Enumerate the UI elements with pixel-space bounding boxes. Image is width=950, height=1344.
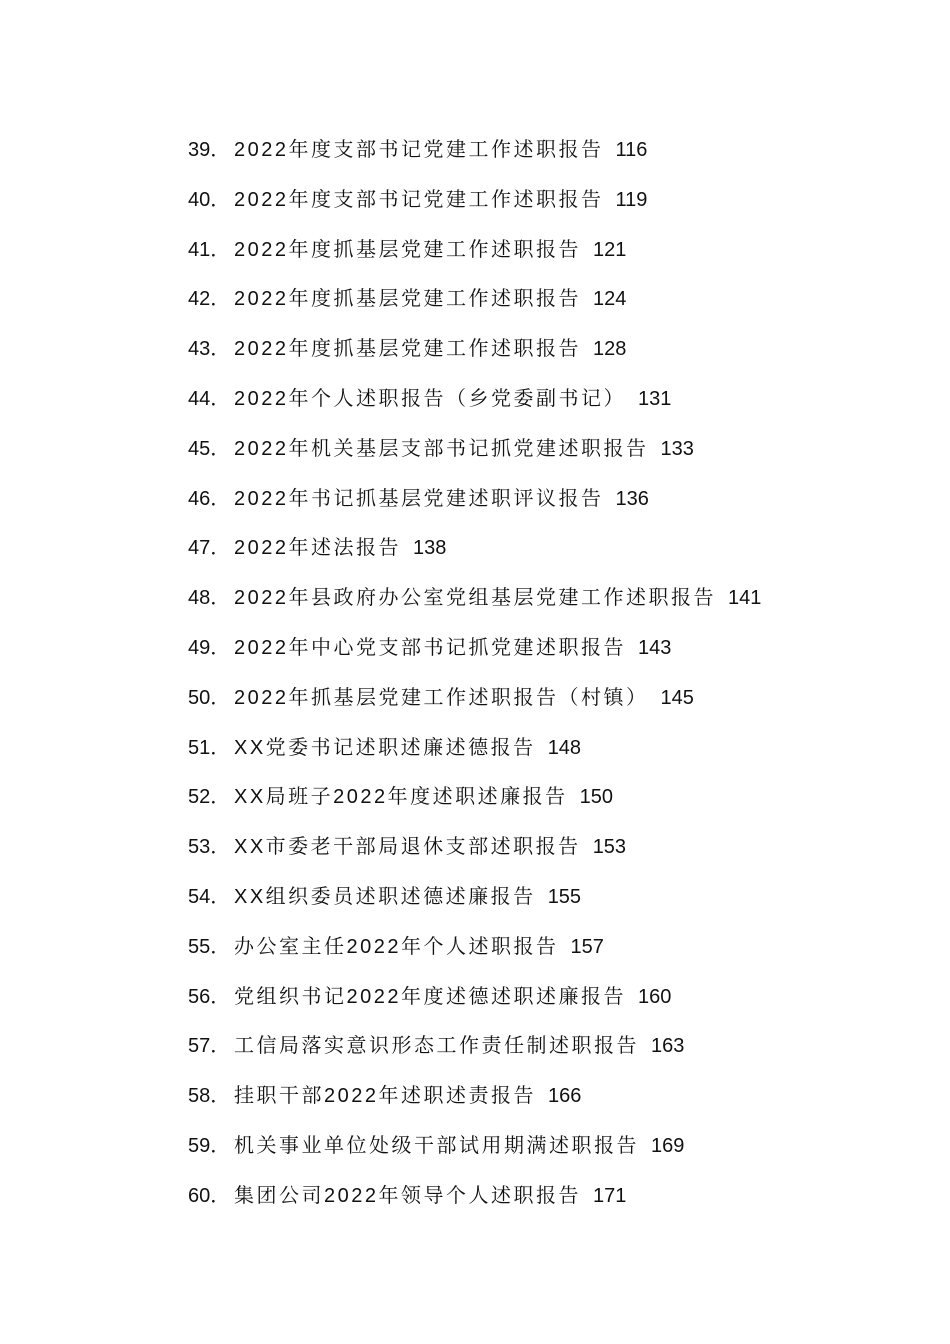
toc-entry-title: 2022年中心党支部书记抓党建述职报告 bbox=[234, 636, 626, 659]
toc-entry-title: 2022年个人述职报告（乡党委副书记） bbox=[234, 387, 626, 410]
toc-entry bbox=[188, 336, 761, 386]
toc-entry bbox=[188, 784, 761, 834]
toc-entry-number: 57． bbox=[188, 1035, 231, 1058]
toc-entry-number: 49． bbox=[188, 636, 231, 659]
toc-entry-page: 148 bbox=[547, 736, 582, 759]
toc-entry-title: XX党委书记述职述廉述德报告 bbox=[234, 736, 536, 759]
toc-entry bbox=[188, 1133, 761, 1183]
toc-entry-title: XX市委老干部局退休支部述职报告 bbox=[234, 836, 581, 859]
toc-entry-number: 46． bbox=[188, 487, 231, 510]
toc-entry-page: 153 bbox=[592, 836, 627, 859]
toc-entry bbox=[188, 1033, 761, 1083]
toc-entry bbox=[188, 834, 761, 884]
toc-entry-number: 44． bbox=[188, 387, 231, 410]
toc-entry bbox=[188, 685, 761, 735]
table-of-contents bbox=[188, 137, 761, 1233]
toc-entry bbox=[188, 237, 761, 287]
toc-entry-title: 2022年度抓基层党建工作述职报告 bbox=[234, 238, 581, 261]
toc-entry-page: 138 bbox=[413, 537, 447, 560]
toc-entry-page: 116 bbox=[615, 139, 648, 161]
toc-entry bbox=[188, 1183, 761, 1233]
toc-entry-page: 133 bbox=[660, 437, 694, 460]
toc-entry-page: 119 bbox=[615, 188, 648, 211]
toc-entry-page: 145 bbox=[660, 686, 694, 709]
toc-entry bbox=[188, 635, 761, 685]
toc-entry bbox=[188, 984, 761, 1034]
toc-entry-title: 2022年度支部书记党建工作述职报告 bbox=[234, 139, 604, 161]
toc-entry-title: XX组织委员述职述德述廉报告 bbox=[234, 885, 536, 908]
toc-entry-title: 2022年书记抓基层党建述职评议报告 bbox=[234, 487, 604, 510]
toc-entry-page: 143 bbox=[638, 636, 672, 659]
toc-entry-page: 124 bbox=[593, 288, 627, 311]
toc-entry bbox=[188, 735, 761, 785]
toc-entry-page: 136 bbox=[615, 487, 649, 510]
toc-entry-title: 2022年机关基层支部书记抓党建述职报告 bbox=[234, 437, 649, 460]
toc-entry-page: 166 bbox=[548, 1085, 582, 1108]
toc-entry-number: 41． bbox=[188, 238, 231, 261]
toc-entry-page: 160 bbox=[638, 985, 672, 1008]
toc-entry-title: 工信局落实意识形态工作责任制述职报告 bbox=[234, 1035, 639, 1058]
toc-entry-page: 121 bbox=[593, 238, 627, 261]
toc-entry-title: 集团公司2022年领导个人述职报告 bbox=[234, 1184, 581, 1207]
toc-entry-number: 53． bbox=[188, 836, 231, 859]
toc-entry-number: 58． bbox=[188, 1085, 231, 1108]
toc-entry bbox=[188, 486, 761, 536]
toc-entry bbox=[188, 1083, 761, 1133]
toc-entry-number: 45． bbox=[188, 437, 231, 460]
toc-entry-title: 2022年度抓基层党建工作述职报告 bbox=[234, 338, 581, 361]
toc-entry-number: 43． bbox=[188, 338, 231, 361]
toc-entry-number: 59． bbox=[188, 1134, 231, 1157]
toc-entry-page: 128 bbox=[593, 338, 627, 361]
toc-entry bbox=[188, 585, 761, 635]
toc-entry-title: 2022年县政府办公室党组基层党建工作述职报告 bbox=[234, 587, 716, 610]
toc-entry-number: 47． bbox=[188, 537, 231, 560]
toc-entry-page: 131 bbox=[638, 387, 672, 410]
toc-entry-number: 55． bbox=[188, 935, 231, 958]
toc-entry-number: 56． bbox=[188, 985, 231, 1008]
toc-entry bbox=[188, 436, 761, 486]
toc-entry-number: 51． bbox=[188, 736, 231, 759]
toc-entry-page: 169 bbox=[651, 1134, 685, 1157]
toc-entry bbox=[188, 535, 761, 585]
toc-entry-title: 2022年述法报告 bbox=[234, 537, 401, 560]
toc-entry bbox=[188, 286, 761, 336]
toc-entry-page: 163 bbox=[651, 1035, 685, 1058]
toc-entry-number: 40． bbox=[188, 188, 231, 211]
toc-entry-title: 挂职干部2022年述职述责报告 bbox=[234, 1085, 536, 1108]
toc-entry-number: 54． bbox=[188, 885, 231, 908]
toc-entry-page: 171 bbox=[593, 1184, 627, 1207]
toc-entry-number: 50． bbox=[188, 686, 231, 709]
toc-entry bbox=[188, 934, 761, 984]
toc-entry bbox=[188, 137, 761, 187]
toc-entry-title: 办公室主任2022年个人述职报告 bbox=[234, 935, 559, 958]
toc-entry bbox=[188, 187, 761, 237]
toc-entry-title: 2022年度抓基层党建工作述职报告 bbox=[234, 288, 581, 311]
toc-entry-page: 157 bbox=[570, 935, 604, 958]
toc-entry-page: 141 bbox=[728, 587, 762, 610]
toc-entry-title: 2022年度支部书记党建工作述职报告 bbox=[234, 188, 604, 211]
toc-entry-number: 42． bbox=[188, 288, 231, 311]
toc-entry-page: 150 bbox=[579, 786, 614, 809]
toc-entry-number: 52． bbox=[188, 786, 231, 809]
toc-entry-page: 155 bbox=[547, 885, 582, 908]
toc-entry-number: 60． bbox=[188, 1184, 231, 1207]
toc-entry-number: 48． bbox=[188, 587, 231, 610]
toc-entry-title: 党组织书记2022年度述德述职述廉报告 bbox=[234, 985, 626, 1008]
toc-entry bbox=[188, 884, 761, 934]
toc-entry-title: 2022年抓基层党建工作述职报告（村镇） bbox=[234, 686, 649, 709]
toc-entry bbox=[188, 386, 761, 436]
toc-entry-title: 机关事业单位处级干部试用期满述职报告 bbox=[234, 1134, 639, 1157]
toc-entry-number: 39． bbox=[188, 139, 231, 161]
toc-entry-title: XX局班子2022年度述职述廉报告 bbox=[234, 786, 568, 809]
